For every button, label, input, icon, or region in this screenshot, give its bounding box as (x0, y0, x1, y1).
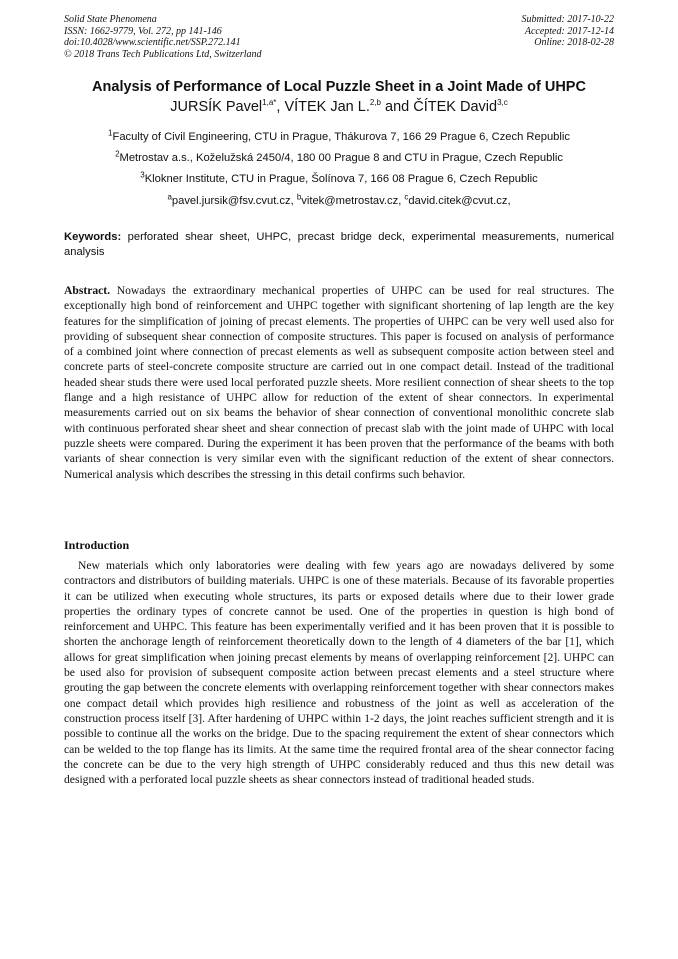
accepted-date: Accepted: 2017-12-14 (524, 25, 614, 37)
author-list (40, 99, 638, 115)
author-superscript: 2,b (369, 98, 381, 108)
issn-line: ISSN: 1662-9779, Vol. 272, pp 141-146 (64, 25, 222, 37)
email-address: david.citek@cvut.cz, (408, 195, 511, 207)
author-superscript: 3,c (497, 98, 508, 108)
email-address: vitek@metrostav.cz, (301, 195, 405, 207)
doi-line: doi:10.4028/www.scientific.net/SSP.272.141 (64, 37, 241, 49)
email-line (40, 192, 638, 207)
affiliation-1 (40, 128, 638, 143)
author-superscript: 1,a* (262, 98, 277, 108)
keywords-label: Keywords: (64, 231, 122, 243)
affiliation-superscript: 1 (108, 128, 113, 138)
affiliation-superscript: 3 (140, 170, 145, 180)
online-date: Online: 2018-02-28 (534, 37, 614, 49)
keywords-text: perforated shear sheet, UHPC, precast bridge deck, experimental measurements, numerical analysis (64, 231, 614, 258)
journal-info (64, 14, 262, 60)
keywords (64, 230, 614, 260)
author-name: VÍTEK Jan L. (284, 99, 370, 115)
author-name: JURSÍK Pavel (170, 99, 263, 115)
affiliation-text: Faculty of Civil Engineering, CTU in Prague, Thákurova 7, 166 29 Prague 6, Czech Republic (112, 131, 570, 143)
dates-info (522, 14, 615, 49)
email-address: pavel.jursik@fsv.cvut.cz, (171, 195, 297, 207)
affiliation-superscript: 2 (115, 149, 120, 159)
affiliation-text: Klokner Institute, CTU in Prague, Šolínova 7, 166 08 Prague 6, Czech Republic (144, 173, 538, 185)
journal-name: Solid State Phenomena (64, 14, 157, 25)
affiliation-text: Metrostav a.s., Koželužská 2450/4, 180 00 Prague 8 and CTU in Prague, Czech Republic (119, 152, 563, 164)
section-heading-introduction: Introduction (64, 538, 130, 552)
copyright-line: © 2018 Trans Tech Publications Ltd, Switzerland (64, 48, 262, 60)
paper-title: Analysis of Performance of Local Puzzle Sheet in a Joint Made of UHPC (92, 79, 586, 95)
affiliation-3 (40, 170, 638, 185)
author-separator: and (381, 99, 414, 115)
author-separator: , (276, 99, 285, 115)
submitted-date: Submitted: 2017-10-22 (521, 14, 614, 25)
email-superscript: b (296, 192, 302, 202)
affiliation-2 (40, 149, 638, 164)
introduction-paragraph: New materials which only laboratories were dealing with few years ago are nowadays delivered by some contractors and distributors of building materials. UHPC is one of these materials. Because of its favorable properties it can be utilized when executing whole structures, its parts or exposed details where due to their lower grade properties the ordinary types of concrete cannot be used. One of the properties in question is high bond of reinforcement and UHPC. This feature has been experimentally verified and it has been proven that it is possible to shorten the anchorage length of reinforcement theoretically down to the length of 4 diameters of the bar [1], which allows for great simplification when joining precast elements by means of overlapping reinforcement [2]. UHPC can be used also for provision of subsequent composite action between precast elements and a steel structure where grouting the gap between the concrete elements with overlapping reinforcement together with shear connectors makes one compact detail which provides high resilience and robustness of the joint as well as acceleration of the construction process itself [3]. After hardening of UHPC within 1-2 days, the joint reaches sufficient strength and it is possible to continue all the works on the bridge. Due to the spacing requirement the extent of shear connectors which can be welded to the top flange has its limits. At the same time the required frontal area of the shear connector facing the concrete can be due to the very high strength of UHPC considerably reduced and thus this new detail was designed with a perforated local puzzle sheets as shear connectors instead of traditional headed studs. (64, 559, 614, 787)
abstract-label: Abstract. (64, 284, 111, 297)
email-superscript: c (404, 192, 409, 202)
abstract (64, 283, 614, 482)
abstract-text: Nowadays the extraordinary mechanical properties of UHPC can be used for real structures. The exceptionally high bond of reinforcement and UHPC together with significant shortening of lap length are the key features for the simplification of joining of precast elements. The properties of UHPC can be very well used also for providing of subsequent shear connection of composite structures. This paper is focused on analysis of performance of a combined joint where connection of precast elements as well as subsequent composite action between steel and concrete parts of steel-concrete composite structure are carried out in one compact detail. Instead of the traditional headed shear studs there were used local perforated puzzle sheets. More resilient connection of shear sheets to the top flange and a high resistance of UHPC allow for reduction of the extent of shear connectors. In experimental measurements carried out on six beams the behavior of shear connection of conventional monolithic concrete slab with continuous perforated shear sheet and shear connection of precast slab with the joint made of UHPC with local puzzle sheets were compared. During the experiment it has been proven that the performance of the beams with both variants of shear connection is very similar even with the significant reduction of the extent of shear connectors. Numerical analysis which describes the stressing in this detail confirms such behavior. (64, 284, 614, 481)
author-name: ČÍTEK David (413, 99, 498, 115)
email-superscript: a (167, 192, 172, 202)
